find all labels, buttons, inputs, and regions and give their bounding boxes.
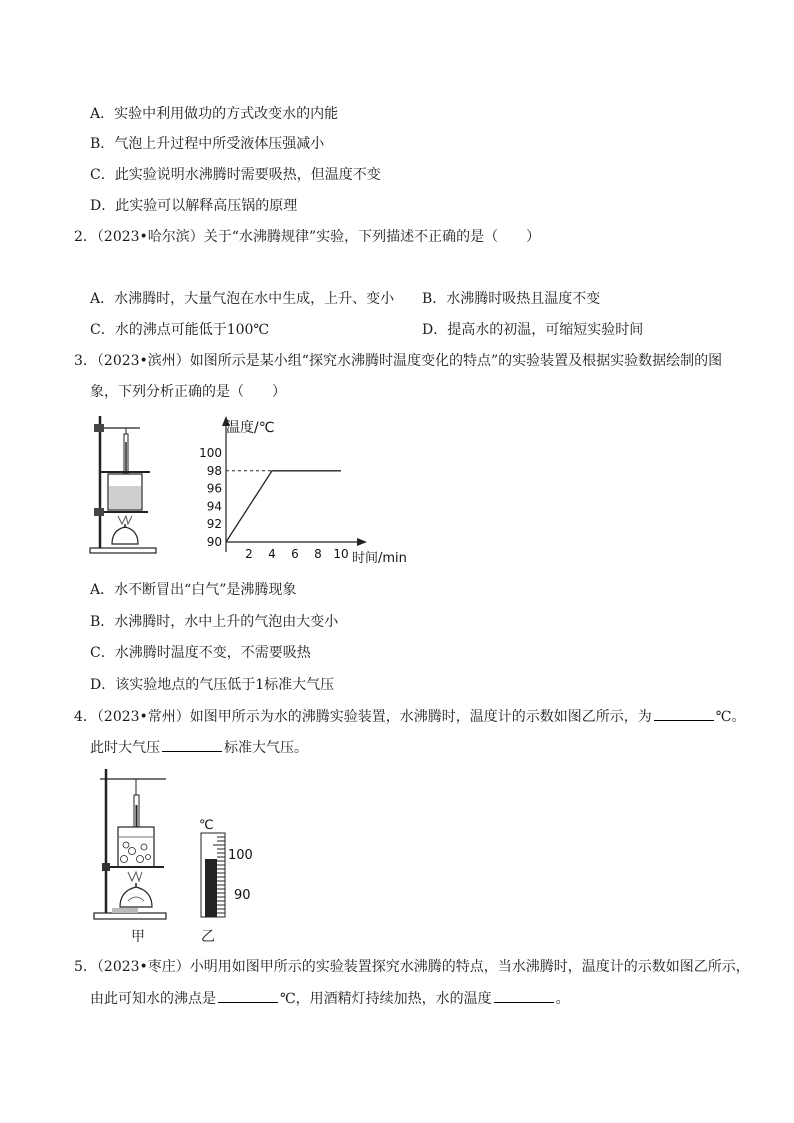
y-tick-label: 92 (206, 517, 222, 532)
q4-label-jia: 甲 (131, 929, 145, 945)
q4-apparatus-jia (92, 765, 170, 923)
q2-option-d: D．提高水的初温，可缩短实验时间 (422, 322, 644, 338)
q3-option-a: A．水不断冒出“白气”是沸腾现象 (90, 582, 297, 598)
q4-stem-text: 4．（2023•常州）如图甲所示为水的沸腾实验装置，水沸腾时，温度计的示数如图乙所示，为 (74, 709, 652, 725)
q4-stem-line2 (90, 738, 308, 757)
x-axis-label: 时间/min (352, 551, 407, 566)
y-axis-label: 温度/℃ (226, 420, 275, 436)
q3-temperature-chart (195, 412, 420, 570)
q1-option-c: C．此实验说明水沸腾时需要吸热，但温度不变 (90, 167, 381, 183)
q4-stem-line2-a: 此时大气压 (90, 740, 160, 756)
x-tick-label: 2 (245, 547, 253, 561)
q5-stem-end: 。 (555, 991, 570, 1007)
q4-unit: ℃。 (715, 709, 746, 725)
temperature-line (226, 471, 341, 542)
y-tick-label: 96 (206, 481, 222, 496)
q4-blank-1[interactable] (654, 707, 714, 721)
thermo-unit-label: ℃ (199, 818, 214, 833)
thermo-label-100: 100 (228, 848, 253, 863)
q3-apparatus-figure (88, 412, 160, 557)
q1-option-d: D．此实验可以解释高压锅的原理 (90, 198, 298, 214)
q3-option-d: D．该实验地点的气压低于1标准大气压 (90, 677, 335, 693)
q5-stem-a: 由此可知水的沸点是 (90, 991, 216, 1007)
q2-option-c: C．水的沸点可能低于100℃ (90, 322, 270, 338)
y-tick-label: 94 (206, 499, 222, 514)
q5-stem-line2 (90, 989, 570, 1008)
q5-stem-b: ℃，用酒精灯持续加热，水的温度 (280, 991, 492, 1007)
thermo-label-90: 90 (234, 888, 251, 903)
x-tick-label: 6 (291, 547, 299, 561)
y-tick-label: 98 (206, 463, 222, 478)
x-tick-label: 8 (314, 547, 322, 561)
x-axis-arrow (357, 538, 367, 546)
q2-stem: 2．（2023•哈尔滨）关于“水沸腾规律”实验，下列描述不正确的是（ ） (74, 229, 541, 245)
q5-stem-line1: 5．（2023•枣庄）小明用如图甲所示的实验装置探究水沸腾的特点，当水沸腾时，温度计的示数如图乙所示， (74, 959, 750, 975)
x-tick-label: 10 (333, 547, 349, 561)
q4-stem-line1 (74, 707, 745, 726)
q5-blank-1[interactable] (218, 989, 278, 1003)
y-tick-label: 90 (206, 535, 222, 549)
q2-option-b: B．水沸腾时吸热且温度不变 (422, 291, 601, 307)
q2-option-a: A．水沸腾时，大量气泡在水中生成，上升、变小 (90, 291, 395, 307)
q3-stem-line2: 象，下列分析正确的是（ ） (90, 384, 286, 400)
q3-option-b: B．水沸腾时，水中上升的气泡由大变小 (90, 614, 339, 630)
q3-stem-line1: 3．（2023•滨州）如图所示是某小组“探究水沸腾时温度变化的特点”的实验装置及根据实验数据绘制的图 (74, 353, 723, 369)
q1-option-b: B．气泡上升过程中所受液体压强减小 (90, 136, 325, 152)
q4-blank-2[interactable] (162, 738, 222, 752)
q5-blank-2[interactable] (494, 989, 554, 1003)
q4-label-yi: 乙 (201, 929, 215, 945)
q4-stem-line2-b: 标准大气压。 (224, 740, 308, 756)
q1-option-a: A．实验中利用做功的方式改变水的内能 (90, 106, 339, 122)
q3-option-c: C．水沸腾时温度不变，不需要吸热 (90, 645, 311, 661)
q4-thermometer-yi (195, 815, 255, 920)
x-tick-label: 4 (268, 547, 276, 561)
y-tick-label: 100 (199, 446, 222, 460)
